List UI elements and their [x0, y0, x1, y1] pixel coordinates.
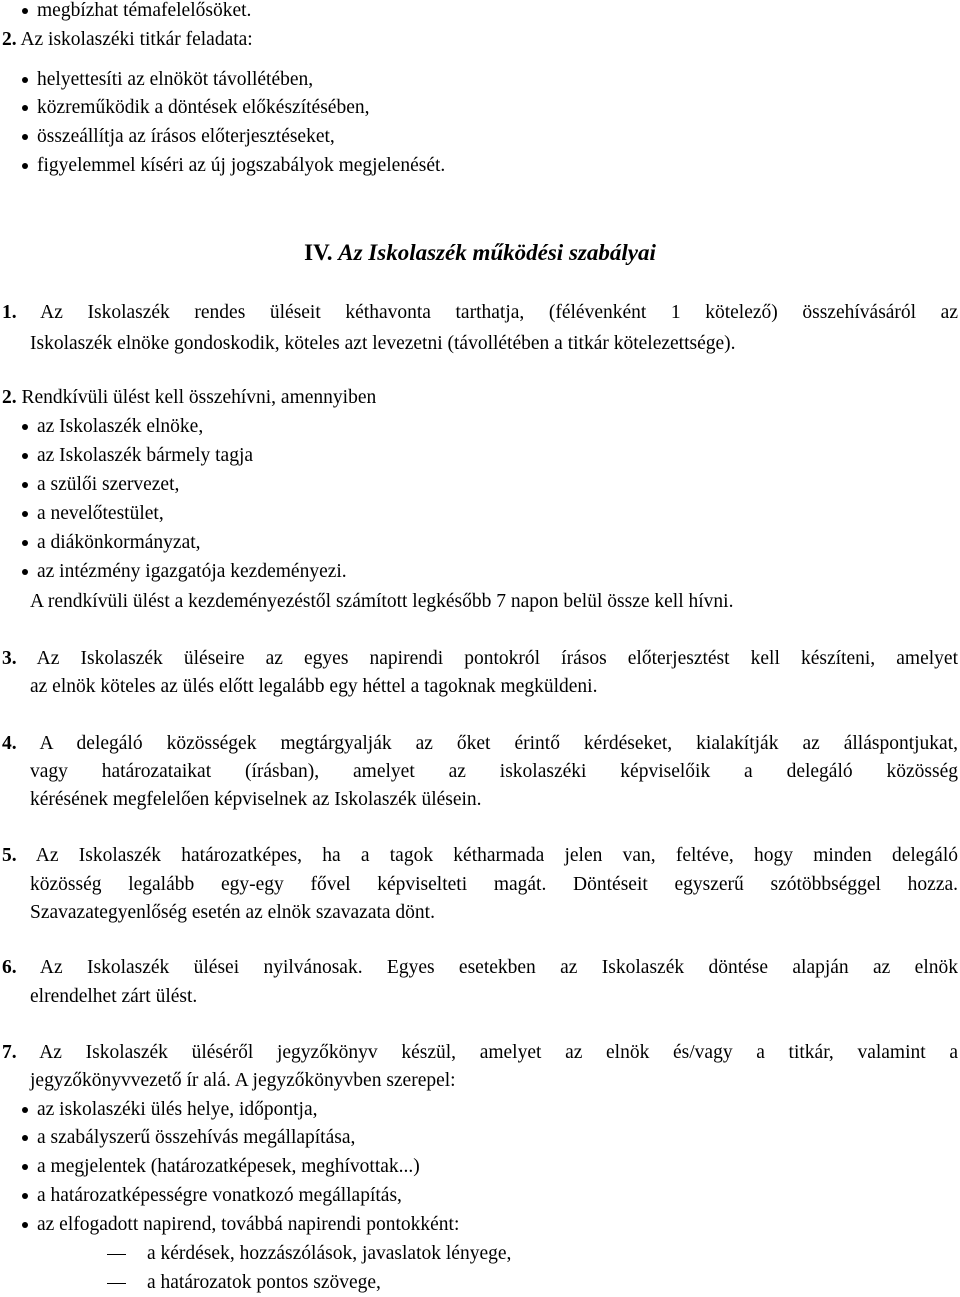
- paragraph-line: vagy határozataikat (írásban), amelyet az iskolaszéki képviselőik a delegáló közösség: [30, 761, 958, 782]
- paragraph-text: Rendkívüli ülést kell összehívni, amennyiben: [21, 387, 377, 408]
- list-item: figyelemmel kíséri az új jogszabályok megjelenését.: [37, 152, 445, 180]
- paragraph-text: Az Iskolaszék határozatképes, ha a tagok kétharmada jelen van, feltéve, hogy minden delegáló: [35, 845, 958, 866]
- paragraph-line: kérésének megfelelően képviselnek az Iskolaszék ülésein.: [30, 789, 482, 810]
- list-item: az intézmény igazgatója kezdeményezi.: [37, 558, 347, 586]
- list-item: a diákönkormányzat,: [37, 529, 201, 557]
- list-item: az elfogadott napirend, továbbá napirendi pontokként:: [37, 1211, 459, 1239]
- paragraph-number: 2.: [2, 387, 17, 408]
- list-item: összeállítja az írásos előterjesztéseket,: [37, 123, 335, 151]
- paragraph-line: elrendelhet zárt ülést.: [30, 986, 198, 1007]
- section-number: 2.: [2, 29, 17, 50]
- paragraph-line: [2, 954, 958, 982]
- list-item: helyettesíti az elnököt távollétében,: [37, 66, 313, 94]
- paragraph-line: A rendkívüli ülést a kezdeményezéstől számított legkésőbb 7 napon belül össze kell hívni.: [30, 591, 734, 612]
- paragraph-line: az elnök köteles az ülés előtt legalább egy héttel a tagoknak megküldeni.: [30, 676, 598, 697]
- list-item: az iskolaszéki ülés helye, időpontja,: [37, 1096, 318, 1124]
- list-item: a szabályszerű összehívás megállapítása,: [37, 1124, 355, 1152]
- paragraph-number: 6.: [2, 957, 17, 978]
- paragraph-line: [2, 299, 958, 327]
- paragraph-number: 5.: [2, 845, 17, 866]
- paragraph-text: A delegáló közösségek megtárgyalják az őket érintő kérdéseket, kialakítják az álláspontjukat,: [39, 733, 959, 754]
- list-item: a nevelőtestület,: [37, 500, 164, 528]
- paragraph-number: 1.: [2, 302, 17, 323]
- list-item: a határozatképességre vonatkozó megállapítás,: [37, 1182, 402, 1210]
- paragraph-number: 7.: [2, 1042, 17, 1063]
- paragraph-line: [2, 645, 958, 673]
- list-item: az Iskolaszék elnöke,: [37, 413, 203, 441]
- paragraph-line: jegyzőkönyvvezető ír alá. A jegyzőkönyvben szerepel:: [30, 1070, 456, 1091]
- list-item: a szülői szervezet,: [37, 471, 179, 499]
- section-title: Az iskolaszéki titkár feladata:: [20, 29, 253, 50]
- paragraph-number: 4.: [2, 733, 17, 754]
- paragraph-line: [2, 1039, 958, 1067]
- paragraph-text: Az Iskolaszék üléseire az egyes napirendi pontokról írásos előterjesztést kell készíteni, amelyet: [36, 648, 958, 669]
- paragraph-number: 3.: [2, 648, 17, 669]
- paragraph-line: Szavazategyenlőség esetén az elnök szavazata dönt.: [30, 902, 435, 923]
- paragraph-line: közösség legalább egy-egy fővel képviselteti magát. Döntéseit egyszerű szótöbbséggel hozza.: [30, 874, 958, 895]
- chapter-heading: [0, 239, 960, 267]
- sub-list-item: a határozatok pontos szövege,: [147, 1269, 381, 1297]
- list-item: közreműködik a döntések előkészítésében,: [37, 94, 369, 122]
- list-item: megbízhat témafelelősöket.: [37, 0, 251, 25]
- chapter-title: Az Iskolaszék működési szabályai: [338, 240, 656, 265]
- paragraph-line: [2, 842, 958, 870]
- paragraph-text: Az Iskolaszék rendes üléseit kéthavonta tarthatja, (félévenként 1 kötelező) összehívásáról az: [40, 302, 958, 323]
- paragraph-line: Iskolaszék elnöke gondoskodik, köteles azt levezetni (távollétében a titkár kötelezettsége).: [30, 333, 736, 354]
- section-heading: [2, 26, 253, 54]
- paragraph-line: [2, 730, 958, 758]
- paragraph-line: [2, 384, 376, 412]
- sub-list-item: a kérdések, hozzászólások, javaslatok lényege,: [147, 1240, 511, 1268]
- list-item: a megjelentek (határozatképesek, meghívottak...): [37, 1153, 420, 1181]
- paragraph-text: Az Iskolaszék ülései nyilvánosak. Egyes esetekben az Iskolaszék döntése alapján az elnök: [39, 957, 958, 978]
- paragraph-text: Az Iskolaszék üléséről jegyzőkönyv készül, amelyet az elnök és/vagy a titkár, valamint a: [39, 1042, 958, 1063]
- chapter-number: IV.: [304, 240, 333, 265]
- list-item: az Iskolaszék bármely tagja: [37, 442, 253, 470]
